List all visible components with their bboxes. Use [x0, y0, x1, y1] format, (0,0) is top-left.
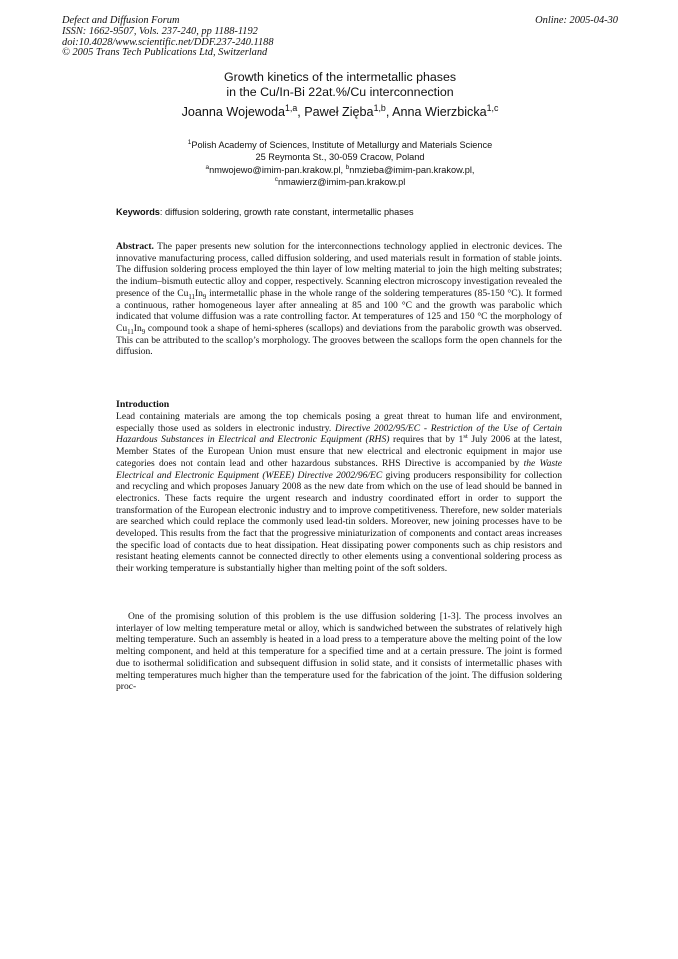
intro-paragraph-2 — [116, 611, 562, 693]
abstract-text: compound took a shape of hemi-spheres (scallops) and deviations from the parabolic growth was observed. This can be attributed to the scallop’s morphology. The grooves between the scallops form the open channels for the diffusion. — [116, 322, 562, 358]
abstract-text: intermetallic phase in the whole range of the soldering temperatures (85-150 °C). It formed a continuous, rather homogeneous layer after annealing at 85 and 100 °C and the growth was parabolic which indicated that volume diffusion was a rate controlling factor. At temperatures of 125 and 150 °C the morphology of Cu — [116, 287, 562, 334]
title-line-2: in the Cu/In-Bi 22at.%/Cu interconnection — [226, 84, 454, 99]
email-link[interactable]: nmawierz@imim-pan.krakow.pl — [277, 177, 406, 188]
directive-citation: Directive 2002/95/EC - Restriction of the Use of Certain Hazardous Substances in Electrical and Electronic Equipment (RHS) — [116, 422, 562, 446]
abstract-label: Abstract. — [116, 241, 154, 252]
paper-title — [62, 70, 618, 99]
online-date: Online: 2005-04-30 — [535, 15, 618, 26]
email-mark: a — [205, 163, 210, 171]
title-line-1: Growth kinetics of the intermetallic phases — [223, 70, 457, 84]
author-name: Joanna Wojewoda — [181, 105, 285, 119]
author-name: Paweł Zięba — [304, 105, 374, 119]
author-affiliation-mark: 1,a — [284, 102, 298, 113]
intro-text: requires that by 1 — [389, 434, 464, 446]
formula-subscript: 9 — [202, 293, 207, 301]
intro-text: July 2006 at the latest, Member States of the European Union must ensure that new electrical and electronic equipment in major use categories does not contain lead and other hazardous substances. RHS Directive is accompanied by — [116, 434, 563, 469]
keywords-line — [116, 207, 616, 217]
author-list: Joanna Wojewoda$^{1,a}$, Paweł Zięba$^{1,b}$, Anna Wierzbicka$^{1,c}$ — [181, 102, 499, 119]
intro-text: Lead containing materials are among the top chemicals posing a great threat to human life and environment, especially those used as solders in electronic industry. — [116, 411, 562, 434]
email-mark: b — [345, 163, 350, 171]
abstract-text: The paper presents new solution for the interconnections technology applied in electronic devices. The innovative manufacturing process, called diffusion soldering, and used materials result in formation of stable joints. The diffusion soldering process employed the thin layer of low melting material to join the high melting substrates; the indium–bismuth eutectic alloy and copper, respectively. Scanning electron microscopy investigation revealed the presence of the Cu — [116, 241, 562, 299]
intro-text: giving producers responsibility for collection and recycling and which proposes January 2008 as the new date from which on the use of lead should be banned in electronics. These facts require the urgent research and industry coordinated effort in order to support the transformation of the European electronic industry and to improve competitiveness. Therefore, new solder materials are searched which could replace the commonly used lead-tin solders. Moreover, new joining processes have to be developed. This results from the fact that the progressive miniaturization of components and contact areas increases the specific load of contacts due to heat dissipation. Heat dissipating power components such as chip resistors and resistant heating elements cannot be connected directly to other elements using a conventional soldering process as their working temperature is substantially higher than melting point of the soft solders. — [116, 469, 562, 575]
directive-citation: the Waste Electrical and Electronic Equipment (WEEE) Directive 2002/96/EC — [116, 457, 562, 481]
abstract-paragraph — [116, 241, 562, 358]
affiliation-block — [62, 139, 618, 189]
email-link[interactable]: nmzieba@imim-pan.krakow.pl, — [349, 164, 475, 175]
copyright-line: © 2005 Trans Tech Publications Ltd, Switzerland — [62, 47, 268, 59]
keywords-text: diffusion soldering, growth rate constant, intermetallic phases — [162, 207, 414, 217]
journal-header — [62, 16, 618, 59]
keywords-label: Keywords — [116, 207, 160, 217]
ordinal-superscript: st — [463, 433, 468, 441]
intro-paragraph-1 — [116, 411, 562, 575]
keywords-colon: : — [159, 207, 163, 217]
issn-line: ISSN: 1662-9507, Vols. 237-240, pp 1188-1192 — [62, 25, 258, 37]
author-affiliation-mark: 1,b — [373, 102, 386, 113]
journal-name: Defect and Diffusion Forum — [62, 15, 180, 26]
formula-subscript: 11 — [127, 328, 134, 336]
formula-element: In — [133, 322, 142, 334]
section-heading: Introduction — [116, 399, 170, 410]
author-affiliation-mark: 1,c — [486, 102, 499, 113]
formula-subscript: 11 — [188, 293, 195, 301]
doi-line: doi:10.4028/www.scientific.net/DDF.237-240.1188 — [62, 36, 274, 48]
intro-text: One of the promising solution of this problem is the use diffusion soldering [1-3]. The process involves an interlayer of low melting temperature metal or alloy, which is sandwiched between the substrates of relatively high melting temperature. Such an assembly is heated in a load press to a temperature above the melting point of the low melting component, and held at this temperature for a specified time and at a certain pressure. The joint is formed due to isothermal solidification and subsequent diffusion in solid state, and it consists of intermetallic phases with melting temperatures much higher than the temperature used for the fabrication of the joint. The diffusion soldering proc- — [116, 611, 562, 693]
address: 25 Reymonta St., 30-059 Cracow, Poland — [255, 152, 425, 163]
author-name: Anna Wierzbicka — [392, 105, 487, 119]
institution: Polish Academy of Sciences, Institute of Metallurgy and Materials Science — [191, 140, 493, 150]
formula-element: In — [194, 287, 203, 299]
email-link[interactable]: nmwojewo@imim-pan.krakow.pl, — [209, 164, 344, 175]
affiliation-mark: 1 — [187, 138, 192, 146]
formula-subscript: 9 — [141, 328, 146, 336]
email-mark: c — [274, 176, 278, 184]
